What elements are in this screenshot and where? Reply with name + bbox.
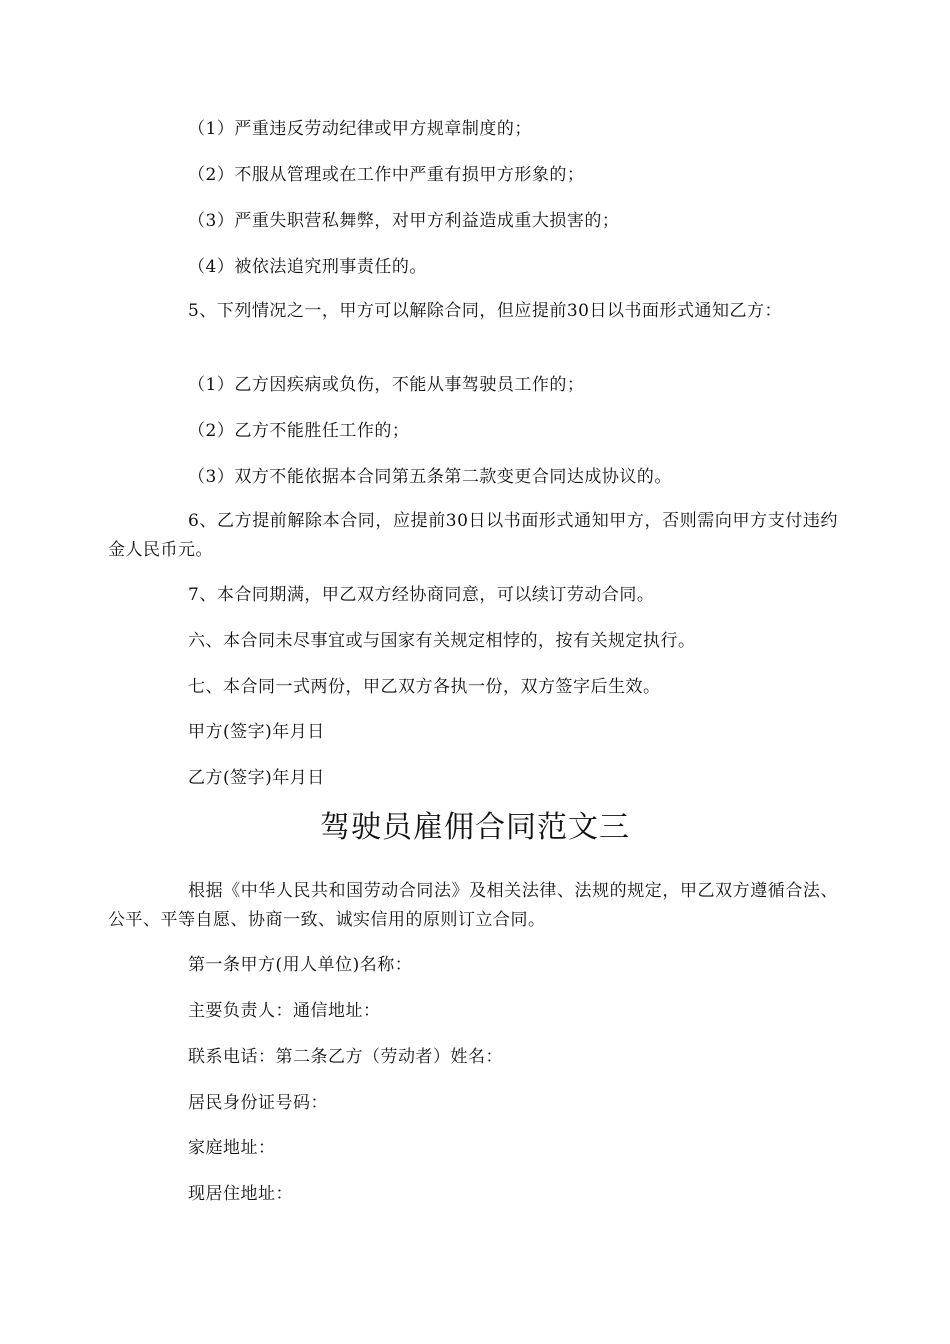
signature-party-b: 乙方(签字)年月日 xyxy=(188,768,325,788)
list-item: （2）不服从管理或在工作中严重有损甲方形象的； xyxy=(188,165,585,185)
field-id-number: 居民身份证号码： xyxy=(188,1093,328,1113)
field-phone-employee-name: 联系电话：第二条乙方（劳动者）姓名： xyxy=(188,1047,503,1067)
list-item: （1）严重违反劳动纪律或甲方规章制度的； xyxy=(188,119,532,139)
intro-paragraph: 根据《中华人民共和国劳动合同法》及相关法律、法规的规定，甲乙双方遵循合法、公平、平等自愿、协商一致、诚实信用的原则订立合同。 xyxy=(108,881,838,930)
clause-6: 6、乙方提前解除本合同，应提前30日以书面形式通知甲方，否则需向甲方支付违约金人民币元。 xyxy=(108,511,838,560)
field-home-address: 家庭地址： xyxy=(188,1138,276,1158)
list-item: （1）乙方因疾病或负伤，不能从事驾驶员工作的； xyxy=(188,375,585,395)
clause-5: 5、下列情况之一，甲方可以解除合同，但应提前30日以书面形式通知乙方： xyxy=(188,301,782,321)
field-responsible-address: 主要负责人：通信地址： xyxy=(188,1001,381,1021)
document-title: 驾驶员雇佣合同范文三 xyxy=(320,810,630,845)
article-6: 六、本合同未尽事宜或与国家有关规定相悖的，按有关规定执行。 xyxy=(188,631,696,651)
list-item: （3）双方不能依据本合同第五条第二款变更合同达成协议的。 xyxy=(188,467,672,487)
list-item: （3）严重失职营私舞弊，对甲方利益造成重大损害的； xyxy=(188,211,620,231)
clause-7: 7、本合同期满，甲乙双方经协商同意，可以续订劳动合同。 xyxy=(188,585,655,605)
signature-party-a: 甲方(签字)年月日 xyxy=(188,722,325,742)
field-employer-name: 第一条甲方(用人单位)名称： xyxy=(188,955,413,975)
list-item: （2）乙方不能胜任工作的； xyxy=(188,421,410,441)
article-7: 七、本合同一式两份，甲乙双方各执一份，双方签字后生效。 xyxy=(188,677,661,697)
list-item: （4）被依法追究刑事责任的。 xyxy=(188,257,427,277)
field-current-address: 现居住地址： xyxy=(188,1184,293,1204)
